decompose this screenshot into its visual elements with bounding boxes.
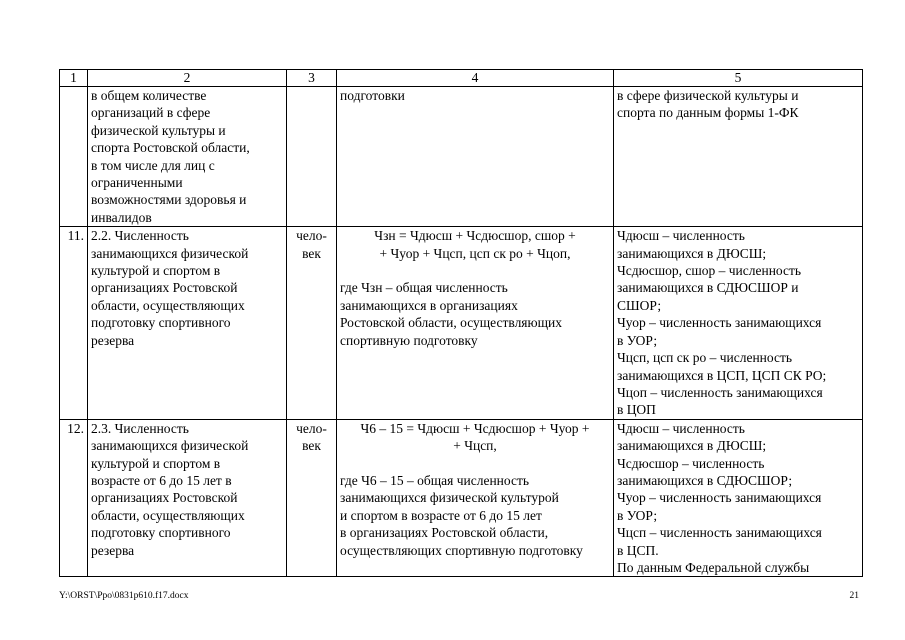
header-cell-4: 4 bbox=[337, 70, 614, 87]
data-source: Чдюсш – численность занимающихся в ДЮСШ; Чсдюсшор, сшор – численность занимающихся в СДЮСШОР и СШОР; Чуор – численность занимающихся в УОР; Чцсп, цсп ск ро – численность занимающихся в ЦСП, ЦСП СК РО; Чцоп – численность занимающихся в ЦОП bbox=[614, 227, 863, 419]
footer-file-path: Y:\ORST\Ppo\0831p610.f17.docx bbox=[59, 591, 189, 601]
formula-explanation: где Ч6 – 15 – общая численность занимающихся физической культурой и спортом в возрасте от 6 до 15 лет в организациях Ростовской области, осуществляющих спортивную подготовку bbox=[340, 472, 583, 558]
indicator-name: 2.3. Численность занимающихся физической культурой и спортом в возрасте от 6 до 15 лет в организациях Ростовской области, осуществляющих подготовку спортивного резерва bbox=[88, 419, 287, 577]
row-number bbox=[60, 87, 88, 227]
row-number: 11. bbox=[60, 227, 88, 419]
formula: Ч6 – 15 = Чдюсш + Чсдюсшор + Чуор + + Чцсп, bbox=[360, 420, 590, 454]
calculation-method bbox=[337, 419, 614, 577]
unit-of-measure: чело- век bbox=[287, 227, 337, 419]
row-number: 12. bbox=[60, 419, 88, 577]
unit-of-measure: чело- век bbox=[287, 419, 337, 577]
unit-of-measure bbox=[287, 87, 337, 227]
header-cell-3: 3 bbox=[287, 70, 337, 87]
table-row bbox=[60, 87, 863, 227]
indicator-name: 2.2. Численность занимающихся физической культурой и спортом в организациях Ростовской области, осуществляющих подготовку спортивного резерва bbox=[88, 227, 287, 419]
data-source: Чдюсш – численность занимающихся в ДЮСШ; Чсдюсшор – численность занимающихся в СДЮСШОР; Чуор – численность занимающихся в УОР; Чцсп – численность занимающихся в ЦСП. По данным Федеральной службы bbox=[614, 419, 863, 577]
footer-page-number: 21 bbox=[849, 591, 859, 601]
formula: Чзн = Чдюсш + Чсдюсшор, сшор + + Чуор + Чцсп, цсп ск ро + Чцоп, bbox=[374, 228, 576, 261]
table-header-row bbox=[60, 70, 863, 87]
formula-explanation: подготовки bbox=[340, 88, 405, 103]
table-row bbox=[60, 419, 863, 577]
calculation-method bbox=[337, 227, 614, 419]
indicator-name: в общем количестве организаций в сфере физической культуры и спорта Ростовской области, в том числе для лиц с ограниченными возможностями здоровья и инвалидов bbox=[88, 87, 287, 227]
header-cell-5: 5 bbox=[614, 70, 863, 87]
header-cell-1: 1 bbox=[60, 70, 88, 87]
formula-explanation: где Чзн – общая численность занимающихся в организациях Ростовской области, осуществляющих спортивную подготовку bbox=[340, 280, 562, 348]
indicators-table bbox=[59, 69, 863, 577]
table-row bbox=[60, 227, 863, 419]
header-cell-2: 2 bbox=[88, 70, 287, 87]
data-source: в сфере физической культуры и спорта по данным формы 1-ФК bbox=[614, 87, 863, 227]
calculation-method bbox=[337, 87, 614, 227]
